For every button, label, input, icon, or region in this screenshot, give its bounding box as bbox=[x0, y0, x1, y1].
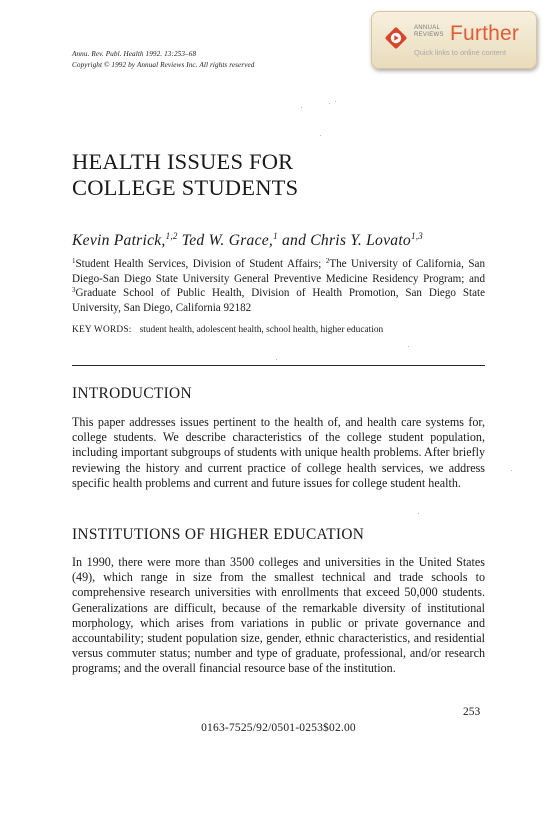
author-grace: Ted W. Grace, bbox=[181, 232, 274, 249]
journal-copyright: Copyright © 1992 by Annual Reviews Inc. All rights reserved bbox=[72, 61, 255, 69]
scan-speck bbox=[418, 513, 419, 514]
institutions-heading: INSTITUTIONS OF HIGHER EDUCATION bbox=[72, 526, 365, 543]
page-number: 253 bbox=[463, 706, 481, 718]
keywords bbox=[72, 325, 383, 335]
author-list bbox=[72, 232, 423, 250]
institutions-paragraph: In 1990, there were more than 3500 colleges and universities in the United States (49), which range in size from the smallest technical and trade schools to comprehensive research universities with enrollments that exceed 50,000 students. Generalizations are difficult, because of the remarkable diversity of institutional morphology, which arises from variations in public or private governance and accountability; student population size, gender, ethnic characteristics, and residential versus commuter status; number and type of graduate, professional, and/or research programs; and the overall financial resource base of the institution. bbox=[72, 555, 485, 676]
author-lovato-affil: 1,3 bbox=[410, 231, 423, 241]
section-divider bbox=[72, 365, 485, 366]
author-patrick: Kevin Patrick, bbox=[72, 232, 166, 249]
affil-text-3: Graduate School of Public Health, Division of Health Promotion, San Diego State University, San Diego, California 92182 bbox=[72, 287, 485, 314]
author-patrick-affil: 1,2 bbox=[165, 231, 178, 241]
issn-code: 0163-7525/92/0501-0253$02.00 bbox=[201, 722, 356, 734]
badge-annual-label: ANNUAL bbox=[414, 25, 441, 31]
badge-tagline: Quick links to online content bbox=[414, 48, 507, 57]
badge-reviews-label: REVIEWS bbox=[414, 32, 444, 38]
scan-speck bbox=[408, 346, 409, 347]
affil-marker-2: 2 bbox=[325, 257, 330, 265]
journal-citation: Annu. Rev. Publ. Health 1992. 13:253–68 bbox=[72, 50, 197, 58]
scan-speck bbox=[329, 103, 330, 104]
affil-marker-3: 3 bbox=[72, 286, 76, 295]
scan-speck bbox=[320, 135, 321, 136]
annual-reviews-logo-icon bbox=[384, 26, 408, 50]
scan-speck bbox=[511, 470, 512, 471]
affil-marker-1: 1 bbox=[72, 257, 76, 265]
badge-further-label: Further bbox=[450, 22, 520, 45]
introduction-heading: INTRODUCTION bbox=[72, 385, 192, 402]
scan-speck bbox=[335, 101, 336, 102]
affil-text-2: The University of California, San Diego-San Diego State University General Preventive Medicine Residency Program; and bbox=[72, 258, 485, 285]
scan-speck bbox=[301, 107, 302, 108]
author-lovato: Chris Y. Lovato bbox=[310, 232, 411, 249]
author-conjunction: and bbox=[281, 232, 307, 249]
paper-title bbox=[72, 149, 298, 200]
author-grace-affil: 1 bbox=[273, 231, 278, 241]
paper-title-line-1: HEALTH ISSUES FOR bbox=[72, 149, 294, 174]
keywords-values: student health, adolescent health, school health, higher education bbox=[139, 325, 384, 335]
further-badge[interactable] bbox=[371, 11, 537, 69]
journal-reference bbox=[72, 49, 255, 71]
scan-speck bbox=[276, 359, 277, 360]
paper-title-line-2: COLLEGE STUDENTS bbox=[72, 174, 299, 200]
affil-text-1: Student Health Services, Division of Student Affairs; bbox=[75, 258, 326, 270]
keywords-label: KEY WORDS: bbox=[72, 325, 132, 335]
affiliations bbox=[72, 257, 485, 315]
introduction-paragraph: This paper addresses issues pertinent to the health of, and health care systems for, college students. We describe characteristics of the college student population, including important subgroups of students with unique health problems. After briefly reviewing the history and current practice of college health services, we address specific health problems and current and future issues for college student health. bbox=[72, 415, 485, 490]
annual-reviews-wordmark bbox=[414, 25, 444, 39]
